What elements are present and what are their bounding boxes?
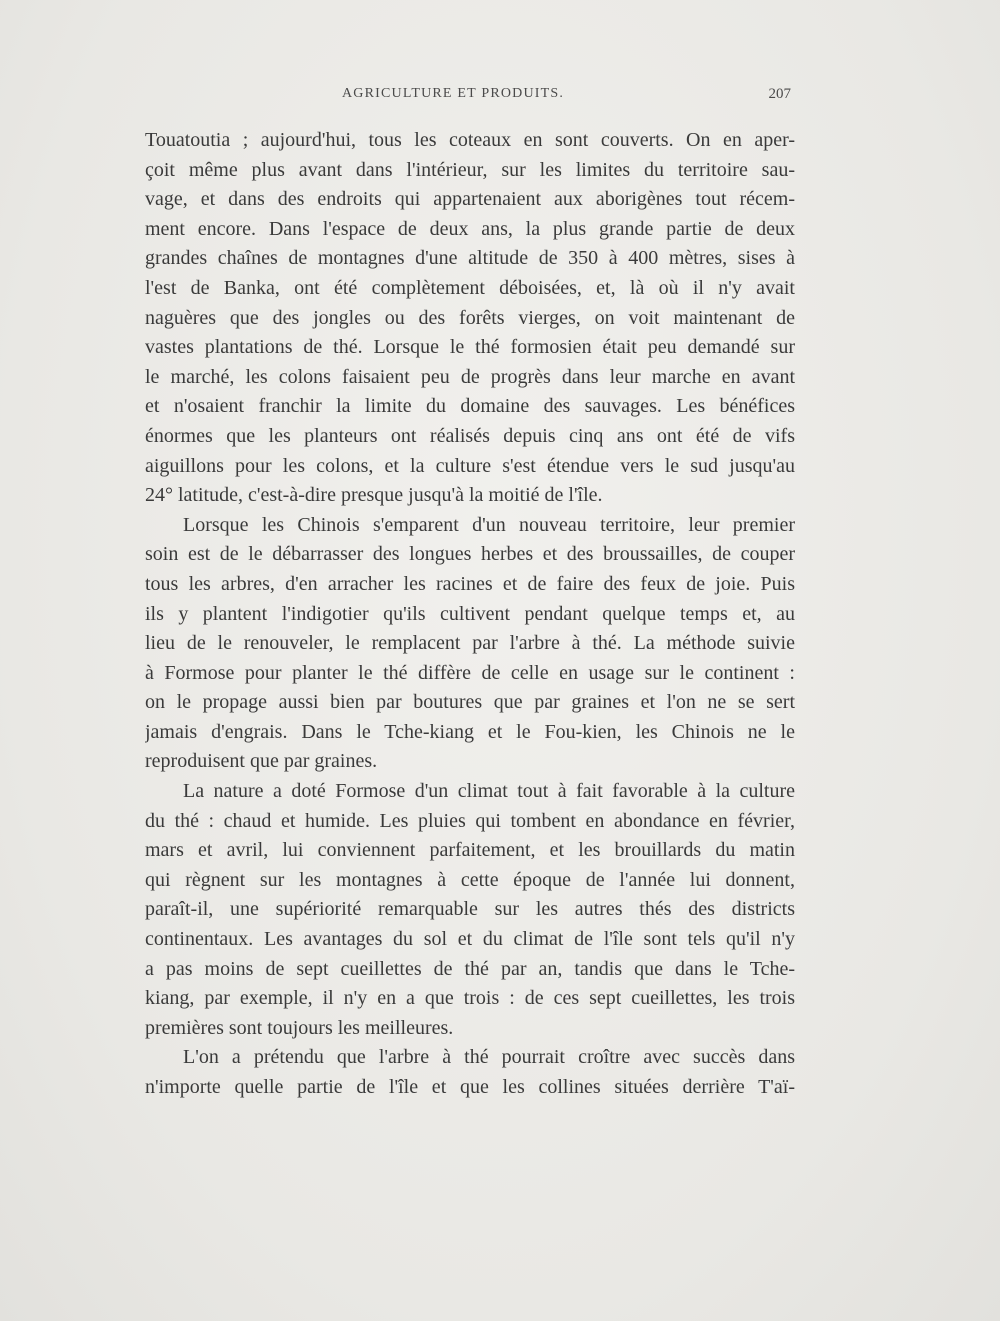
text-line: reproduisent que par graines. — [145, 750, 378, 773]
text-line: La nature a doté Formose d'un climat tout à fait favorable à la culture — [183, 780, 795, 803]
text-line: l'est de Banka, ont été complètement déboisées, et, là où il n'y avait — [145, 276, 795, 299]
text-line: 24° latitude, c'est-à-dire presque jusqu'à la moitié de l'île. — [145, 484, 603, 507]
text-line: ils y plantent l'indigotier qu'ils cultivent pendant quelque temps et, au — [145, 602, 795, 625]
text-line: premières sont toujours les meilleures. — [145, 1016, 454, 1039]
text-line: Lorsque les Chinois s'emparent d'un nouveau territoire, leur premier — [183, 513, 795, 536]
page-header — [145, 86, 795, 112]
text-line: L'on a prétendu que l'arbre à thé pourrait croître avec succès dans — [183, 1046, 795, 1069]
text-line: soin est de le débarrasser des longues herbes et des broussailles, de couper — [145, 543, 795, 566]
text-line: qui règnent sur les montagnes à cette époque de l'année lui donnent, — [145, 868, 795, 891]
text-line: vastes plantations de thé. Lorsque le thé formosien était peu demandé sur — [145, 336, 795, 359]
text-line: grandes chaînes de montagnes d'une altitude de 350 à 400 mètres, sises à — [145, 247, 795, 270]
text-line: du thé : chaud et humide. Les pluies qui tombent en abondance en février, — [145, 809, 795, 832]
body-text — [145, 126, 795, 1103]
text-line: kiang, par exemple, il n'y en a que trois : de ces sept cueillettes, les trois — [145, 987, 795, 1010]
text-line: mars et avril, lui conviennent parfaitement, et les brouillards du matin — [145, 839, 795, 862]
text-line: tous les arbres, d'en arracher les racines et de faire des feux de joie. Puis — [145, 572, 795, 595]
text-line: paraît-il, une supériorité remarquable sur les autres thés des districts — [145, 898, 795, 921]
text-line: on le propage aussi bien par boutures que par graines et l'on ne se sert — [145, 691, 795, 714]
text-line: lieu de le renouveler, le remplacent par l'arbre à thé. La méthode suivie — [145, 632, 795, 655]
text-line: ment encore. Dans l'espace de deux ans, la plus grande partie de deux — [145, 217, 795, 240]
text-line: continentaux. Les avantages du sol et du climat de l'île sont tels qu'il n'y — [145, 928, 795, 951]
text-line: jamais d'engrais. Dans le Tche-kiang et le Fou-kien, les Chinois ne le — [145, 720, 795, 743]
text-line: Touatoutia ; aujourd'hui, tous les coteaux en sont couverts. On en aper- — [145, 129, 795, 151]
text-line: naguères que des jongles ou des forêts vierges, on voit maintenant de — [145, 306, 795, 329]
text-line: n'importe quelle partie de l'île et que les collines situées derrière T'aï- — [145, 1076, 795, 1098]
text-line: à Formose pour planter le thé diffère de celle en usage sur le continent : — [145, 661, 795, 684]
page-number: 207 — [768, 86, 791, 102]
running-head: AGRICULTURE ET PRODUITS. — [342, 86, 565, 101]
text-line: énormes que les planteurs ont réalisés depuis cinq ans ont été de vifs — [145, 424, 795, 447]
text-line: et n'osaient franchir la limite du domaine des sauvages. Les bénéfices — [145, 395, 795, 418]
text-line: aiguillons pour les colons, et la culture s'est étendue vers le sud jusqu'au — [145, 454, 795, 477]
text-line: a pas moins de sept cueillettes de thé par an, tandis que dans le Tche- — [145, 957, 795, 980]
text-line: le marché, les colons faisaient peu de progrès dans leur marche en avant — [145, 365, 795, 388]
text-line: vage, et dans des endroits qui appartenaient aux aborigènes tout récem- — [145, 188, 795, 211]
text-line: çoit même plus avant dans l'intérieur, sur les limites du territoire sau- — [145, 158, 795, 181]
